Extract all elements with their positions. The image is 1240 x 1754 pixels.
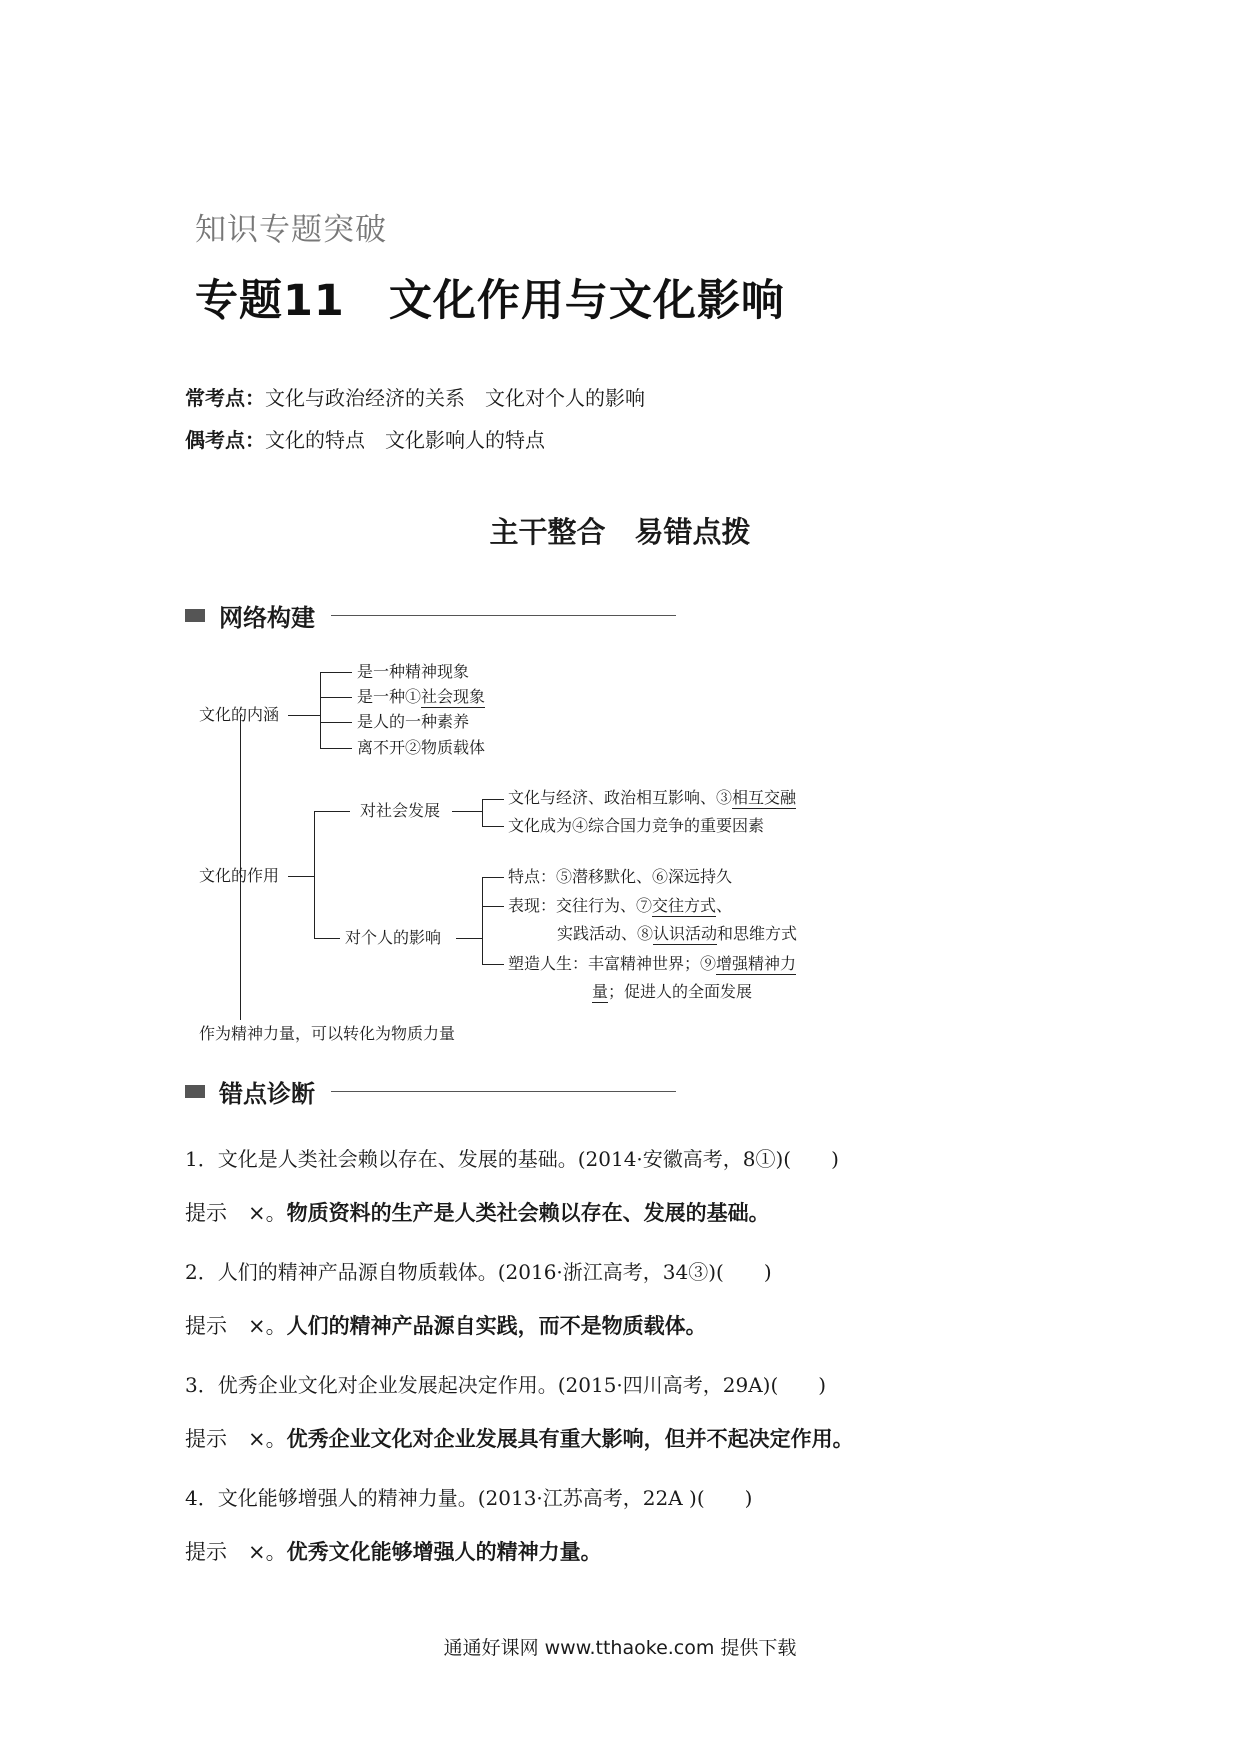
node-society: 对社会发展	[360, 801, 441, 820]
section-title: 主干整合 易错点拨	[489, 515, 751, 549]
common-exam-points	[185, 382, 645, 411]
heading-marker	[185, 609, 205, 622]
heading-marker	[185, 1085, 205, 1098]
node-human-quality: 是人的一种素养	[357, 712, 470, 731]
node-mutual-influence: 文化与经济、政治相互影响、③相互交融	[508, 788, 797, 807]
page-subtitle: 知识专题突破	[195, 212, 387, 248]
occasional-label: 偶考点：	[185, 428, 265, 452]
common-text: 文化与政治经济的关系 文化对个人的影响	[265, 386, 645, 410]
footer-credit: 通通好课网 www.tthaoke.com 提供下载	[443, 1637, 797, 1659]
network-heading	[185, 598, 676, 633]
node-culture-role: 文化的作用	[199, 866, 280, 885]
role-bracket	[314, 811, 315, 938]
occasional-text: 文化的特点 文化影响人的特点	[265, 428, 545, 452]
node-shape-life-2: 量；促进人的全面发展	[592, 982, 753, 1001]
node-national-power: 文化成为④综合国力竞争的重要因素	[508, 816, 765, 835]
diagnosis-heading-text: 错点诊断	[219, 1080, 315, 1108]
common-label: 常考点：	[185, 386, 265, 410]
meaning-bracket	[320, 672, 321, 748]
node-manifestation: 表现：交往行为、⑦交往方式、	[508, 896, 733, 915]
question-4: 4．文化能够增强人的精神力量。(2013·江苏高考，22A )( )	[185, 1486, 753, 1510]
society-connector	[452, 811, 482, 812]
meaning-connector	[288, 715, 320, 716]
node-individual: 对个人的影响	[345, 928, 442, 947]
heading-rule	[331, 1091, 676, 1092]
node-manifestation-2: 实践活动、⑧认识活动和思维方式	[557, 924, 798, 943]
network-heading-text: 网络构建	[219, 604, 315, 632]
node-culture-meaning: 文化的内涵	[199, 705, 280, 724]
hint-3: 提示 ×。优秀企业文化对企业发展具有重大影响，但并不起决定作用。	[185, 1427, 854, 1451]
node-bottom-note: 作为精神力量，可以转化为物质力量	[199, 1024, 456, 1043]
question-3: 3．优秀企业文化对企业发展起决定作用。(2015·四川高考，29A)( )	[185, 1373, 827, 1397]
heading-rule	[331, 615, 676, 616]
question-1: 1．文化是人类社会赖以存在、发展的基础。(2014·安徽高考，8①)( )	[185, 1147, 839, 1171]
page-title: 专题11 文化作用与文化影响	[195, 276, 785, 326]
question-2: 2．人们的精神产品源自物质载体。(2016·浙江高考，34③)( )	[185, 1260, 772, 1284]
role-connector	[288, 876, 314, 877]
node-features: 特点：⑤潜移默化、⑥深远持久	[508, 867, 733, 886]
diagnosis-heading	[185, 1074, 676, 1109]
hint-1: 提示 ×。物质资料的生产是人类社会赖以存在、发展的基础。	[185, 1201, 770, 1225]
hint-2: 提示 ×。人们的精神产品源自实践，而不是物质载体。	[185, 1314, 707, 1338]
node-material-carrier: 离不开②物质载体	[357, 738, 486, 757]
node-spiritual-phenomenon: 是一种精神现象	[357, 662, 470, 681]
node-social-phenomenon: 是一种①社会现象	[357, 687, 486, 706]
individual-connector	[456, 938, 482, 939]
node-shape-life: 塑造人生：丰富精神世界；⑨增强精神力	[508, 954, 797, 973]
occasional-exam-points	[185, 424, 545, 453]
hint-4: 提示 ×。优秀文化能够增强人的精神力量。	[185, 1540, 602, 1564]
